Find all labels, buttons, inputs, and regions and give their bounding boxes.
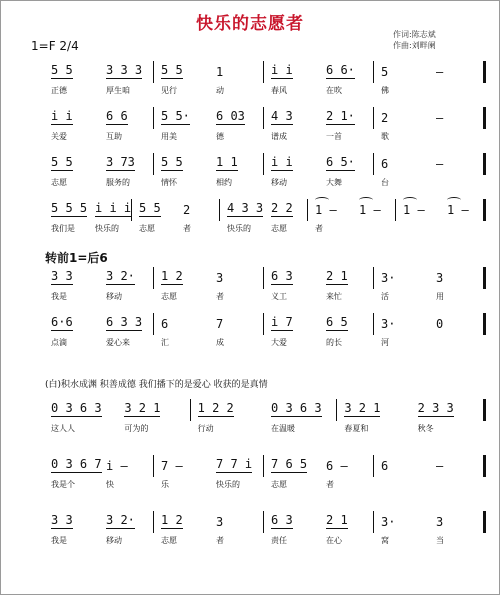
barline [373, 511, 374, 533]
lyric-syllables: 行动 [197, 424, 214, 433]
note-group: 1 – [315, 203, 337, 217]
barline [263, 267, 264, 289]
note-group: 6 03 [216, 109, 245, 123]
lyric-syllables: 窝 [381, 536, 389, 545]
barline [263, 61, 264, 83]
note-group: 3 3 [51, 269, 73, 283]
lyric-syllables: 快乐的 [95, 224, 119, 233]
lyrics-line [45, 85, 485, 99]
lyric-syllables: 相约 [216, 178, 232, 187]
lyrics-line [45, 535, 485, 549]
note-group: – [436, 157, 444, 171]
lyric-syllables: 责任 [271, 536, 287, 545]
barline [373, 61, 374, 83]
lyric-syllables: 活 [381, 292, 389, 301]
note-group: i i [51, 109, 73, 123]
note-group: 1 2 [161, 269, 183, 283]
note-group: 3 [436, 271, 444, 285]
note-group: 2 1 [326, 513, 348, 527]
score-row [45, 397, 485, 437]
note-group: 7 7 i [216, 457, 253, 471]
note-group: 6 [161, 317, 169, 331]
barline [373, 153, 374, 175]
barline [373, 107, 374, 129]
lyric-syllables: 成 [216, 338, 224, 347]
lyrics-line [45, 337, 485, 351]
note-group: 0 [436, 317, 444, 331]
note-group: 3 [216, 515, 224, 529]
notes-line [45, 509, 485, 535]
lyric-syllables: 佛 [381, 86, 389, 95]
note-group: 5 5 [51, 63, 73, 77]
lyrics-line [45, 223, 485, 237]
lyric-syllables: 快乐的 [216, 480, 240, 489]
lyric-syllables: 台 [381, 178, 389, 187]
lyric-syllables: 快 [106, 480, 114, 489]
notes-line [45, 105, 485, 131]
score-row [45, 105, 485, 145]
tie-arc [359, 197, 373, 203]
lyric-syllables: 可为的 [124, 424, 149, 433]
note-group: 6 [381, 459, 389, 473]
note-group: 1 [216, 65, 224, 79]
barline [263, 511, 264, 533]
lyric-syllables: 的长 [326, 338, 342, 347]
note-group: 4 3 [271, 109, 293, 123]
barline [219, 199, 220, 221]
note-group: 5 5 [161, 155, 183, 169]
lyric-syllables: 者 [216, 536, 224, 545]
composer: 作曲:刘畔阑 [393, 41, 436, 50]
note-group: 2 3 3 [417, 401, 454, 415]
note-group: 5 5 [139, 201, 161, 215]
note-group: 1 – [359, 203, 381, 217]
notes-line [45, 151, 485, 177]
barline [373, 313, 374, 335]
notes-line [45, 59, 485, 85]
note-group: 3 3 [51, 513, 73, 527]
score-row [45, 151, 485, 191]
note-group: 3 2 1 [344, 401, 381, 415]
score-row [45, 59, 485, 99]
note-group: 6 3 [271, 513, 293, 527]
modulation-text: 转前1=后6 [45, 251, 108, 265]
lyric-syllables: 在温暖 [271, 424, 295, 433]
note-group: 0 3 6 3 [271, 401, 322, 415]
barline [483, 61, 486, 83]
song-title: 快乐的志愿者 [196, 14, 304, 34]
note-group: 5 5 5 [51, 201, 88, 215]
barline [263, 107, 264, 129]
note-group: 6 3 [271, 269, 293, 283]
lyric-syllables: 厚生咱 [106, 86, 130, 95]
barline [483, 511, 486, 533]
lyric-syllables: 这人人 [51, 424, 75, 433]
lyric-syllables: 移动 [106, 292, 122, 301]
notes-line [45, 311, 485, 337]
barline [190, 399, 191, 421]
note-group: 7 6 5 [271, 457, 308, 471]
note-group: 2 2 [271, 201, 293, 215]
lyric-syllables: 服务的 [106, 178, 130, 187]
barline [153, 61, 154, 83]
barline [483, 199, 486, 221]
barline [483, 399, 486, 421]
note-group: 3· [381, 317, 396, 331]
lyric-syllables: 者 [326, 480, 334, 489]
note-group: 3 73 [106, 155, 135, 169]
barline [263, 313, 264, 335]
note-group: 5 5· [161, 109, 190, 123]
barline [153, 153, 154, 175]
barline [395, 199, 396, 221]
lyric-syllables: 点滴 [51, 338, 67, 347]
lyric-syllables: 我是 [51, 292, 67, 301]
lyric-syllables: 正德 [51, 86, 67, 95]
lyric-syllables: 移动 [106, 536, 122, 545]
note-group: 6 6 [106, 109, 128, 123]
notes-line [45, 265, 485, 291]
lyric-syllables: 志愿 [139, 224, 155, 233]
lyric-syllables: 动 [216, 86, 224, 95]
lyric-syllables: 关爱 [51, 132, 67, 141]
lyric-syllables: 一首 [326, 132, 342, 141]
note-group: 6 [381, 157, 389, 171]
barline [131, 199, 132, 221]
lyric-syllables: 快乐的 [227, 224, 251, 233]
note-group: – [436, 111, 444, 125]
barline [153, 455, 154, 477]
lyric-syllables: 用 [436, 292, 444, 301]
note-group: 2 1 [326, 269, 348, 283]
note-group: 3 2· [106, 269, 135, 283]
note-group: 3 3 3 [106, 63, 143, 77]
barline [153, 107, 154, 129]
barline [153, 313, 154, 335]
note-group: 0 3 6 7 [51, 457, 102, 471]
note-group: 1 – [403, 203, 425, 217]
note-group: 1 2 [161, 513, 183, 527]
lyric-syllables: 大爱 [271, 338, 287, 347]
score-row [45, 197, 485, 237]
notes-line [45, 453, 485, 479]
score-row [45, 311, 485, 351]
lyric-syllables: 乐 [161, 480, 169, 489]
interlude-text: (白)积水成渊 积善成德 我们播下的是爱心 收获的是真情 [45, 380, 268, 390]
lyric-syllables: 情怀 [161, 178, 177, 187]
note-group: i i [271, 63, 293, 77]
barline [336, 399, 337, 421]
note-group: i i i [95, 201, 132, 215]
note-group: 4 3 3 [227, 201, 264, 215]
lyric-syllables: 者 [183, 224, 191, 233]
note-group: – [436, 459, 444, 473]
note-group: 3 [216, 271, 224, 285]
lyric-syllables: 歌 [381, 132, 389, 141]
note-group: 0 3 6 3 [51, 401, 102, 415]
barline [373, 267, 374, 289]
barline [483, 313, 486, 335]
lyric-syllables: 谱成 [271, 132, 287, 141]
lyric-syllables: 互助 [106, 132, 122, 141]
lyrics-line [45, 479, 485, 493]
lyric-syllables: 来忙 [326, 292, 342, 301]
notes-line [45, 397, 485, 423]
barline [483, 107, 486, 129]
lyric-syllables: 志愿 [51, 178, 67, 187]
note-group: i – [106, 459, 128, 473]
note-group: 3· [381, 515, 396, 529]
lyric-syllables: 德 [216, 132, 224, 141]
lyric-syllables: 我是个 [51, 480, 75, 489]
note-group: 5 5 [51, 155, 73, 169]
note-group: i 7 [271, 315, 293, 329]
lyrics-line [45, 291, 485, 305]
lyric-syllables: 移动 [271, 178, 287, 187]
note-group: 1 1 [216, 155, 238, 169]
lyric-syllables: 爱心来 [106, 338, 130, 347]
note-group: 2 1· [326, 109, 355, 123]
notes-line [45, 197, 485, 223]
lyric-syllables: 义工 [271, 292, 287, 301]
lyric-syllables: 在吹 [326, 86, 342, 95]
note-group: 3 2 1 [124, 401, 161, 415]
barline [153, 267, 154, 289]
score-row [45, 453, 485, 493]
note-group: 2 [183, 203, 191, 217]
barline [373, 455, 374, 477]
lyric-syllables: 秋冬 [417, 424, 434, 433]
note-group: 6 – [326, 459, 348, 473]
note-group: 1 – [447, 203, 469, 217]
barline [263, 153, 264, 175]
note-group: – [436, 65, 444, 79]
lyric-syllables: 者 [315, 224, 323, 233]
lyric-syllables: 河 [381, 338, 389, 347]
lyric-syllables: 当 [436, 536, 444, 545]
barline [483, 455, 486, 477]
score-row [45, 265, 485, 305]
key-signature: 1=F 2/4 [31, 39, 79, 53]
lyricist: 作词:陈志斌 [393, 30, 436, 39]
lyric-syllables: 大舞 [326, 178, 342, 187]
score-row [45, 509, 485, 549]
lyric-syllables: 用美 [161, 132, 177, 141]
lyrics-line [45, 177, 485, 191]
note-group: 3· [381, 271, 396, 285]
lyric-syllables: 志愿 [161, 536, 177, 545]
lyric-syllables: 汇 [161, 338, 169, 347]
lyric-syllables: 志愿 [161, 292, 177, 301]
credits [393, 29, 436, 51]
note-group: 6 6· [326, 63, 355, 77]
note-group: 1 2 2 [197, 401, 234, 415]
lyrics-line [45, 423, 485, 437]
note-group: 3 2· [106, 513, 135, 527]
lyrics-line [45, 131, 485, 145]
note-group: 6 5· [326, 155, 355, 169]
lyric-syllables: 我是 [51, 536, 67, 545]
note-group: 7 – [161, 459, 183, 473]
lyric-syllables: 春夏和 [344, 424, 369, 433]
note-group: 6·6 [51, 315, 73, 329]
lyric-syllables: 春风 [271, 86, 287, 95]
lyric-syllables: 我们是 [51, 224, 75, 233]
lyric-syllables: 志愿 [271, 224, 287, 233]
barline [483, 267, 486, 289]
tie-arc [315, 197, 329, 203]
note-group: 6 3 3 [106, 315, 143, 329]
lyric-syllables: 在心 [326, 536, 342, 545]
barline [307, 199, 308, 221]
note-group: 2 [381, 111, 389, 125]
note-group: i i [271, 155, 293, 169]
tie-arc [403, 197, 417, 203]
note-group: 7 [216, 317, 224, 331]
note-group: 5 [381, 65, 389, 79]
note-group: 3 [436, 515, 444, 529]
barline [483, 153, 486, 175]
note-group: 5 5 [161, 63, 183, 77]
barline [263, 455, 264, 477]
lyric-syllables: 见行 [161, 86, 177, 95]
barline [153, 511, 154, 533]
lyric-syllables: 志愿 [271, 480, 287, 489]
tie-arc [447, 197, 461, 203]
lyric-syllables: 者 [216, 292, 224, 301]
note-group: 6 5 [326, 315, 348, 329]
